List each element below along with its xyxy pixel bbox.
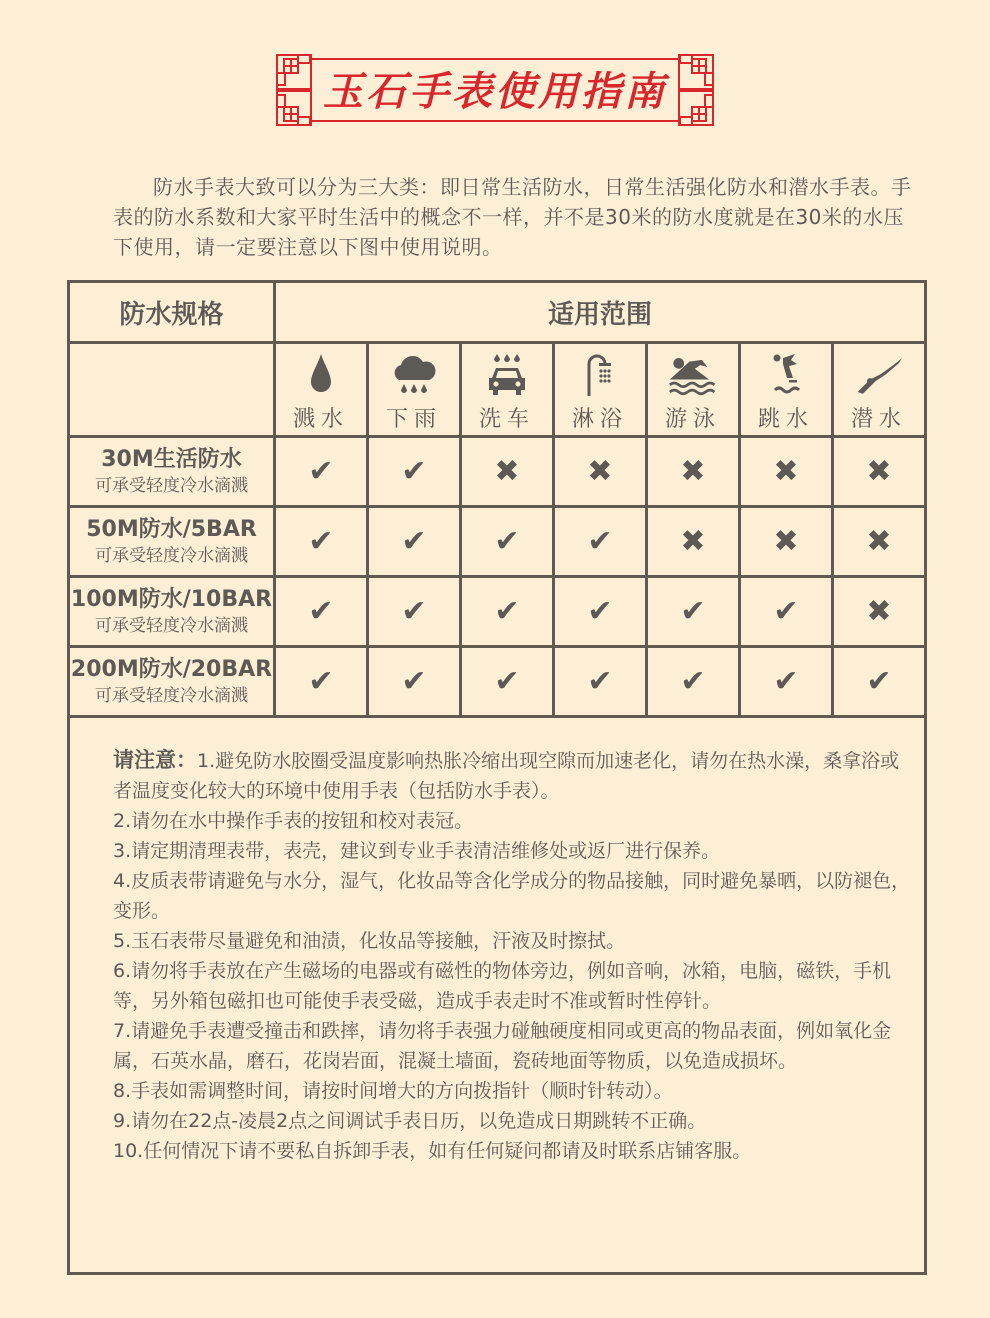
note-item: 6.请勿将手表放在产生磁场的电器或有磁性的物体旁边，例如音响，冰箱，电脑，磁铁，手机等，另外箱包磁扣也可能使手表受磁，造成手表走时不准或暂时性停针。 <box>113 960 892 1012</box>
status-mark: ✔ <box>461 507 554 577</box>
note-item: 2.请勿在水中操作手表的按钮和校对表冠。 <box>113 810 474 832</box>
spec-description: 可承受轻度冷水滴溅 <box>95 545 248 566</box>
status-mark: ✖ <box>833 507 926 577</box>
status-mark: ✖ <box>740 507 833 577</box>
empty-cell <box>69 343 275 437</box>
status-mark: ✔ <box>647 647 740 717</box>
status-mark: ✖ <box>833 577 926 647</box>
note-item: 9.请勿在22点-凌晨2点之间调试手表日历，以免造成日期跳转不正确。 <box>113 1110 707 1132</box>
activity-dive-jump <box>740 343 833 437</box>
scuba-dive-icon <box>854 352 904 398</box>
page-title: 玉石手表使用指南 <box>323 69 667 115</box>
activity-label: 溅水 <box>292 407 349 432</box>
status-mark: ✔ <box>740 577 833 647</box>
spec-name: 200M防水/20BAR <box>70 656 273 682</box>
status-mark: ✖ <box>554 437 647 507</box>
status-mark: ✔ <box>461 577 554 647</box>
care-notes <box>113 745 913 1166</box>
table-row <box>69 507 926 577</box>
activity-splash <box>275 343 368 437</box>
spec-cell <box>69 507 275 577</box>
status-mark: ✖ <box>647 507 740 577</box>
rain-cloud-icon <box>389 352 439 398</box>
note-item: 3.请定期清理表带，表壳，建议到专业手表清洁维修处或返厂进行保养。 <box>113 840 721 862</box>
swimming-icon <box>668 352 718 398</box>
table-row <box>69 577 926 647</box>
status-mark: ✖ <box>647 437 740 507</box>
activity-scuba <box>833 343 926 437</box>
status-mark: ✔ <box>647 577 740 647</box>
status-mark: ✔ <box>275 437 368 507</box>
status-mark: ✔ <box>740 647 833 717</box>
spec-cell <box>69 647 275 717</box>
activity-label: 洗车 <box>478 407 535 432</box>
note-item: 8.手表如需调整时间，请按时间增大的方向拨指针（顺时针转动）。 <box>113 1080 673 1102</box>
status-mark: ✖ <box>740 437 833 507</box>
note-item <box>113 745 913 806</box>
activity-rain <box>368 343 461 437</box>
activity-label: 淋浴 <box>571 407 628 432</box>
spec-cell <box>69 577 275 647</box>
status-mark: ✔ <box>368 647 461 717</box>
status-mark: ✔ <box>833 647 926 717</box>
spec-description: 可承受轻度冷水滴溅 <box>95 685 248 706</box>
status-mark: ✖ <box>833 437 926 507</box>
activity-label: 游泳 <box>664 407 721 432</box>
activity-carwash <box>461 343 554 437</box>
activity-label: 潜水 <box>850 407 907 432</box>
status-mark: ✔ <box>275 507 368 577</box>
status-mark: ✔ <box>461 647 554 717</box>
car-wash-icon <box>482 352 532 398</box>
header-spec: 防水规格 <box>69 282 275 343</box>
status-mark: ✔ <box>368 507 461 577</box>
activity-swim <box>647 343 740 437</box>
intro-paragraph: 防水手表大致可以分为三大类：即日常生活防水，日常生活强化防水和潜水手表。手表的防水系数和大家平时生活中的概念不一样，并不是30米的防水度就是在30米的水压下使用，请一定要注意以下图中使用说明。 <box>113 175 912 259</box>
water-drop-icon <box>296 352 346 398</box>
spec-name: 100M防水/10BAR <box>70 586 273 612</box>
spec-description: 可承受轻度冷水滴溅 <box>95 615 248 636</box>
note-item: 10.任何情况下请不要私自拆卸手表，如有任何疑问都请及时联系店铺客服。 <box>113 1140 752 1162</box>
activity-shower <box>554 343 647 437</box>
shower-icon <box>575 352 625 398</box>
spec-name: 30M生活防水 <box>101 446 242 472</box>
spec-name: 50M防水/5BAR <box>86 516 257 542</box>
table-row <box>69 647 926 717</box>
note-item: 5.玉石表带尽量避免和油渍，化妆品等接触，汗液及时擦拭。 <box>113 930 626 952</box>
diving-board-icon <box>761 352 811 398</box>
spec-description: 可承受轻度冷水滴溅 <box>95 475 248 496</box>
activity-label: 下雨 <box>385 407 442 432</box>
status-mark: ✔ <box>554 647 647 717</box>
activity-label: 跳水 <box>757 407 814 432</box>
notes-lead: 请注意： <box>113 748 197 772</box>
status-mark: ✔ <box>275 647 368 717</box>
note-text: 1.避免防水胶圈受温度影响热胀冷缩出现空隙而加速老化，请勿在热水澡，桑拿浴或者温度变化较大的环境中使用手表（包括防水手表）。 <box>113 750 900 802</box>
status-mark: ✔ <box>554 507 647 577</box>
spec-cell <box>69 437 275 507</box>
status-mark: ✔ <box>368 437 461 507</box>
waterproof-table <box>67 280 927 718</box>
status-mark: ✔ <box>368 577 461 647</box>
table-row <box>69 437 926 507</box>
note-item: 7.请避免手表遭受撞击和跌摔，请勿将手表强力碰触硬度相同或更高的物品表面，例如氧化金属，石英水晶，磨石，花岗岩面，混凝土墙面，瓷砖地面等物质，以免造成损坏。 <box>113 1020 892 1072</box>
title-banner <box>276 54 714 126</box>
status-mark: ✔ <box>275 577 368 647</box>
note-item: 4.皮质表带请避免与水分，湿气，化妆品等含化学成分的物品接触，同时避免暴晒，以防褪色，变形。 <box>113 870 911 922</box>
activity-icon-row <box>69 343 926 437</box>
status-mark: ✔ <box>554 577 647 647</box>
header-scope: 适用范围 <box>275 282 926 343</box>
table-header-row <box>69 282 926 343</box>
status-mark: ✖ <box>461 437 554 507</box>
